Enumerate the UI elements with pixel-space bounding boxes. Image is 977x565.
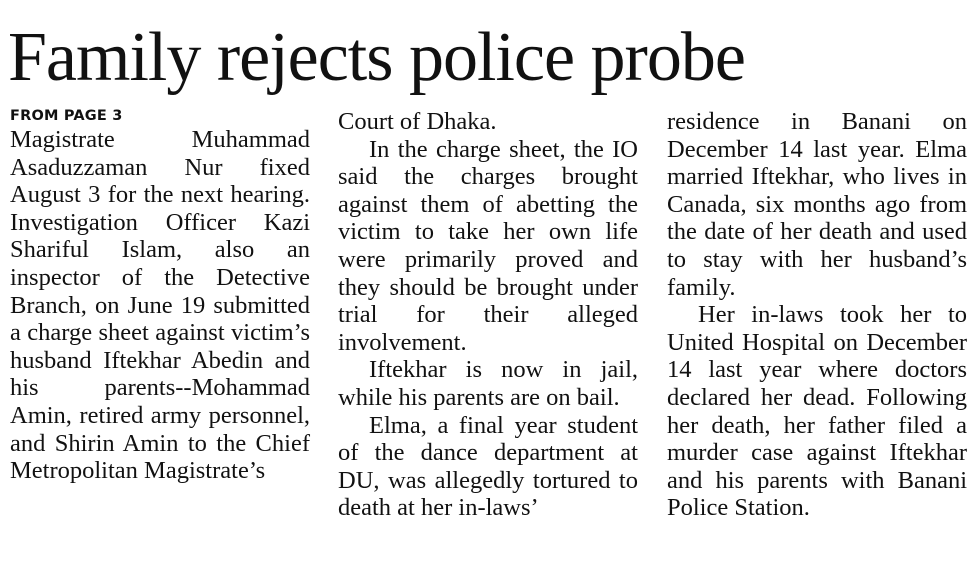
article-column-3	[667, 108, 967, 522]
headline: Family rejects police probe	[8, 19, 745, 96]
paragraph: Court of Dhaka.	[338, 108, 497, 135]
article-column-2	[338, 108, 638, 522]
jump-label: FROM PAGE 3	[10, 108, 123, 124]
paragraph: residence in Banani on December 14 last year. Elma married Iftekhar, who lives in Canada, six months ago from the date of her death and used to stay with her husband’s family.	[667, 108, 967, 301]
paragraph: Elma, a final year student of the dance department at DU, was allegedly tortured to death at her in-laws’	[338, 411, 638, 522]
paragraph: Iftekhar is now in jail, while his parents are on bail.	[338, 356, 638, 411]
paragraph: Her in-laws took her to United Hospital on December 14 last year where doctors declared her dead. Following her death, her father filed a murder case against Iftekhar and his parents with Banani Police Station.	[667, 301, 967, 522]
article-column-1	[10, 108, 310, 485]
paragraph: Magistrate Muhammad Asaduzzaman Nur fixed August 3 for the next hearing. Investigation Officer Kazi Shariful Islam, also an inspector of the Detective Branch, on June 19 submitted a charge sheet against victim’s husband Iftekhar Abedin and his parents--Mohammad Amin, retired army personnel, and Shirin Amin to the Chief Metropolitan Magistrate’s	[10, 126, 310, 485]
paragraph: In the charge sheet, the IO said the charges brought against them of abetting the victim to take her own life were primarily proved and they should be brought under trial for their alleged involvement.	[338, 135, 638, 356]
